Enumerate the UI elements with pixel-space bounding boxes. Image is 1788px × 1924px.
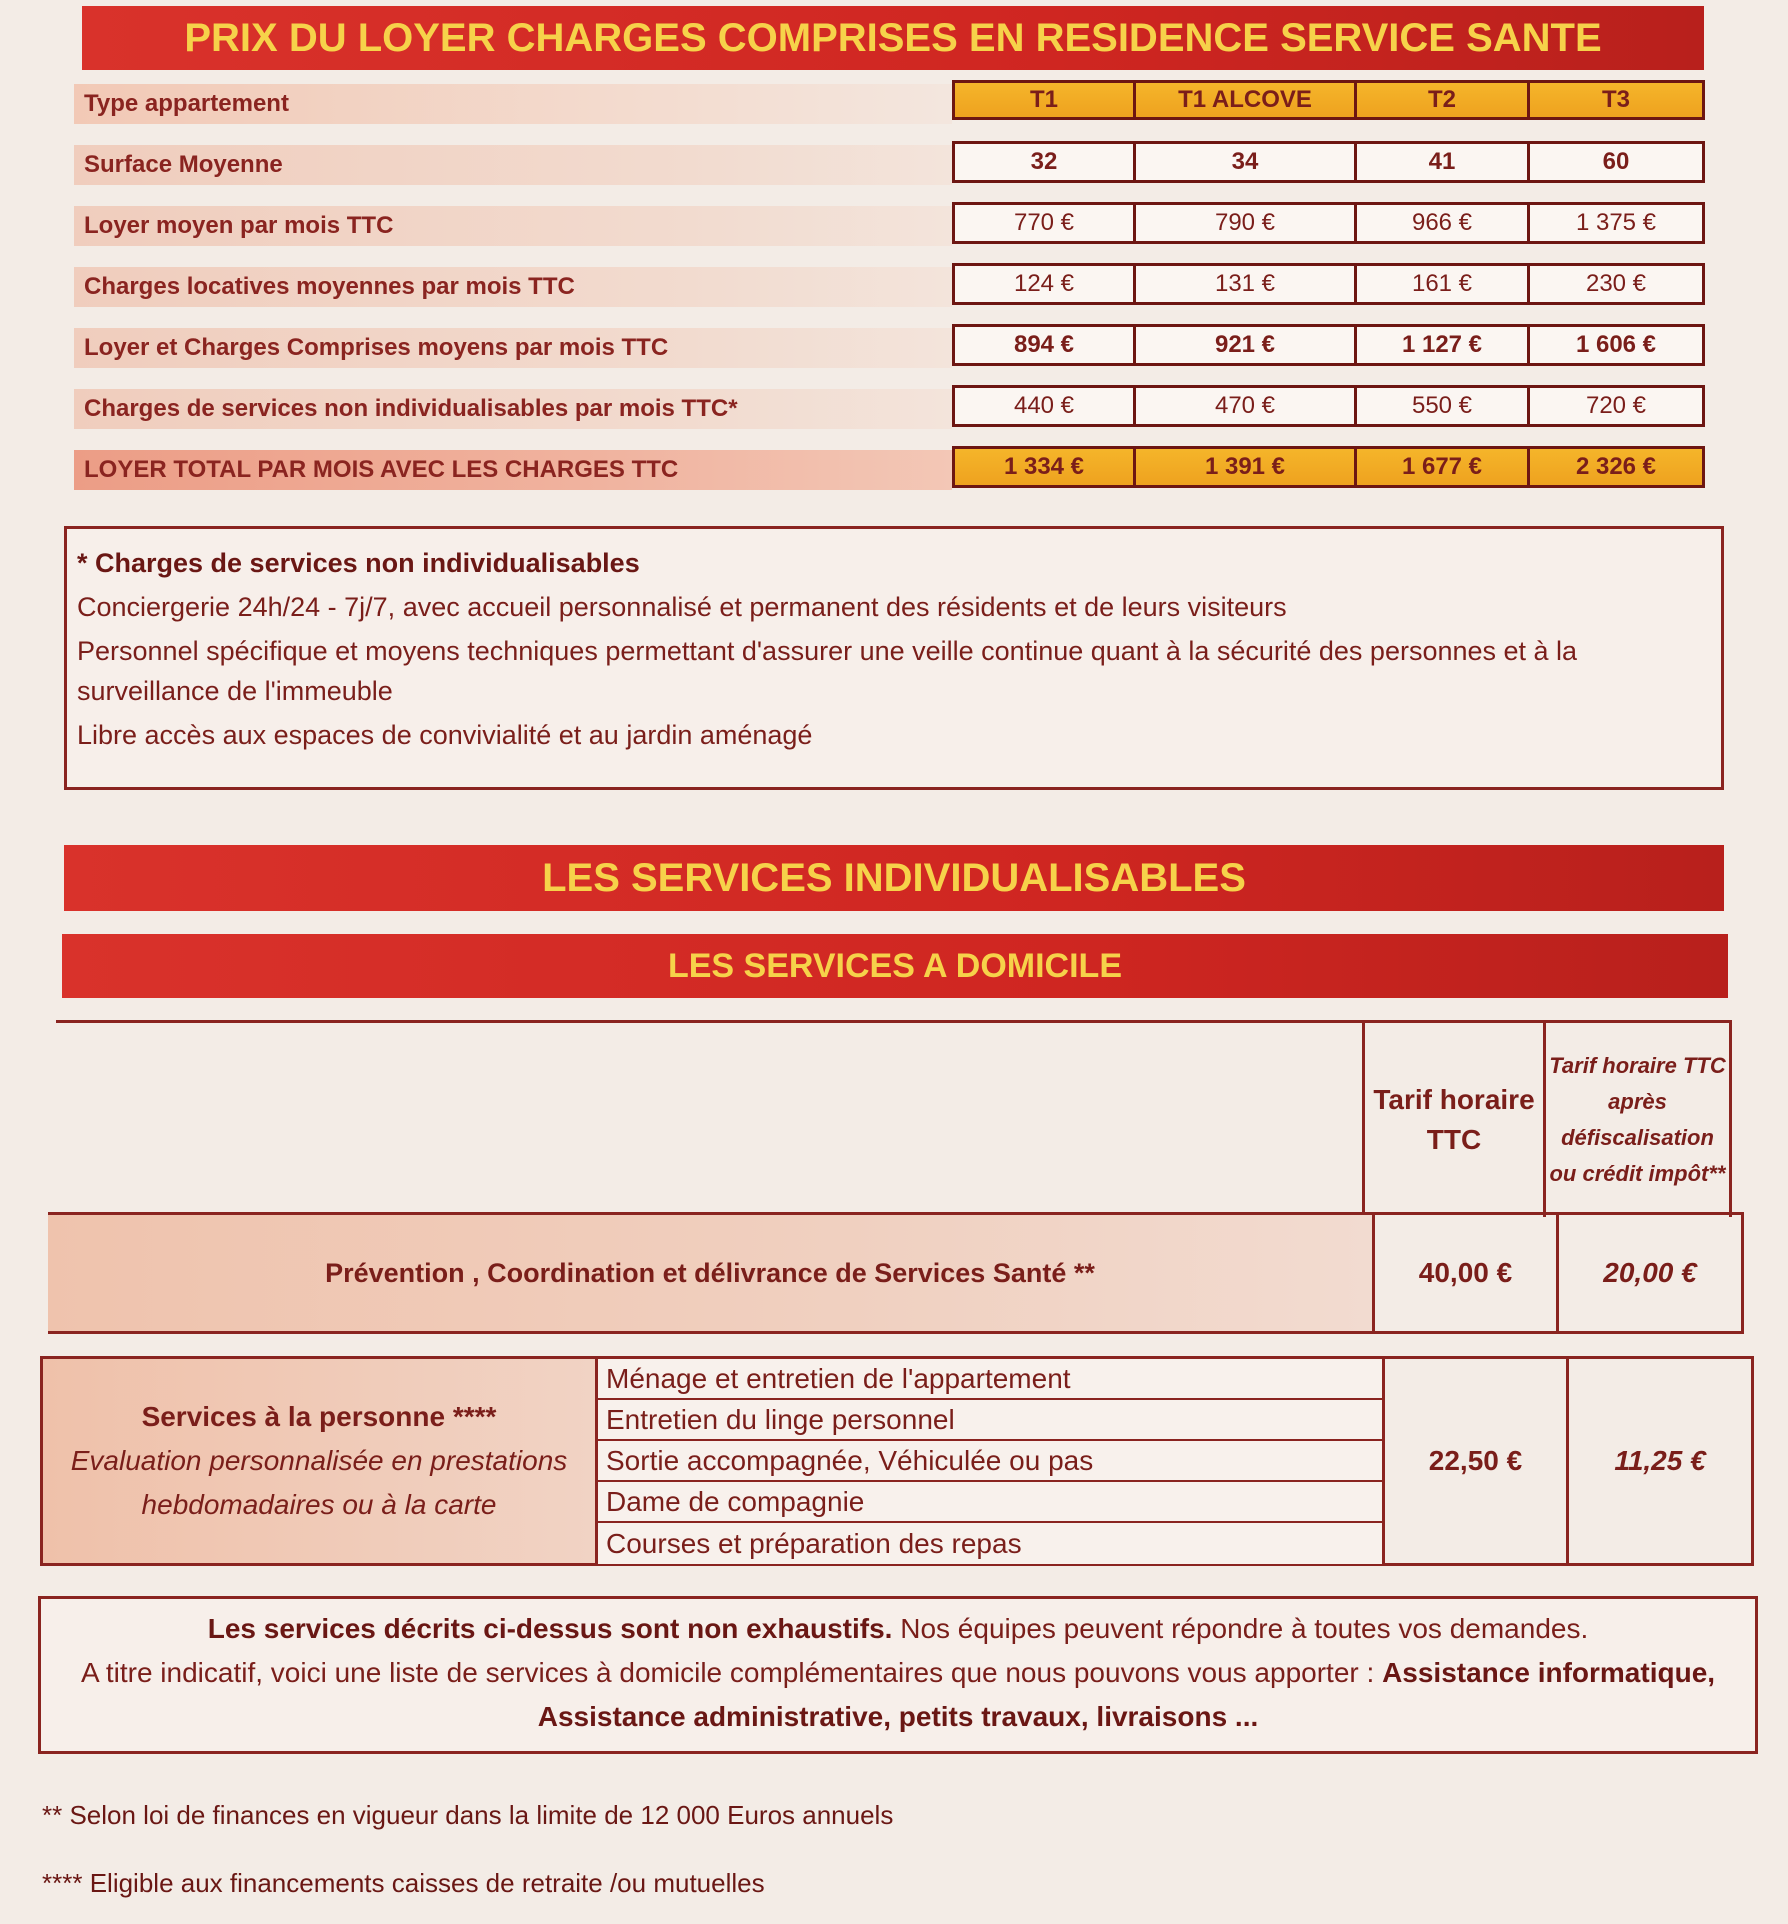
personne-label	[43, 1359, 598, 1563]
price-cell: 1 677 €	[1354, 446, 1530, 488]
info-text-2: A titre indicatif, voici une liste de services à domicile complémentaires que nous pouvons vous apporter :	[80, 1657, 1383, 1688]
price-cell: 1 127 €	[1354, 324, 1530, 366]
list-item: Entretien du linge personnel	[598, 1400, 1382, 1441]
price-cell: 131 €	[1133, 263, 1357, 305]
price-cell: 2 326 €	[1527, 446, 1705, 488]
info-line-2	[41, 1651, 1755, 1739]
price-row-label: Charges locatives moyennes par mois TTC	[74, 267, 952, 307]
price-cell: 41	[1354, 141, 1530, 183]
info-line-1	[41, 1607, 1755, 1651]
price-row-label: Loyer et Charges Comprises moyens par mois TTC	[74, 328, 952, 368]
price-cell: 966 €	[1354, 202, 1530, 244]
services-table-header	[56, 1020, 1732, 1214]
price-cell: 470 €	[1133, 385, 1357, 427]
price-cell: 34	[1133, 141, 1357, 183]
price-cell: 1 391 €	[1133, 446, 1357, 488]
prevention-label: Prévention , Coordination et délivrance de Services Santé **	[48, 1215, 1372, 1331]
list-item: Ménage et entretien de l'appartement	[598, 1359, 1382, 1400]
price-row-label: Surface Moyenne	[74, 145, 952, 185]
section-banner-domicile: LES SERVICES A DOMICILE	[62, 934, 1728, 998]
personne-service-list	[598, 1359, 1382, 1563]
prevention-defisc: 20,00 €	[1556, 1215, 1744, 1331]
header-tarif-defiscalisation: Tarif horaire TTC après défiscalisation ou crédit impôt**	[1543, 1023, 1732, 1217]
header-tarif-horaire: Tarif horaire TTC	[1362, 1023, 1546, 1217]
personne-title: Services à la personne ****	[141, 1401, 497, 1432]
price-row-total	[74, 446, 1716, 496]
services-row-prevention	[48, 1212, 1744, 1334]
footnote-finances: ** Selon loi de finances en vigueur dans la limite de 12 000 Euros annuels	[42, 1800, 894, 1830]
price-row-loyer	[74, 202, 1716, 252]
services-info-box	[38, 1596, 1758, 1754]
note-line: Conciergerie 24h/24 - 7j/7, avec accueil personnalisé et permanent des résidents et de leurs visiteurs	[77, 592, 1287, 622]
price-row-charges	[74, 263, 1716, 313]
price-row-services	[74, 385, 1716, 435]
section-banner-individualisables: LES SERVICES INDIVIDUALISABLES	[64, 845, 1724, 911]
personne-sub: hebdomadaires ou à la carte	[141, 1489, 497, 1520]
info-bold-2: Assistance informatique, Assistance administrative, petits travaux, livraisons ...	[537, 1657, 1716, 1732]
prevention-tarif: 40,00 €	[1372, 1215, 1556, 1331]
price-cell: 60	[1527, 141, 1705, 183]
list-item: Sortie accompagnée, Véhiculée ou pas	[598, 1441, 1382, 1482]
price-cell: 124 €	[952, 263, 1136, 305]
charges-note-box	[64, 526, 1724, 790]
price-cell: 440 €	[952, 385, 1136, 427]
price-cell: T1 ALCOVE	[1133, 80, 1357, 120]
note-title: * Charges de services non individualisables	[77, 548, 640, 578]
price-cell: T2	[1354, 80, 1530, 120]
personne-sub: Evaluation personnalisée en prestations	[70, 1445, 568, 1476]
price-row-loyer-charges	[74, 324, 1716, 374]
note-line: Libre accès aux espaces de convivialité et au jardin aménagé	[77, 720, 813, 750]
price-cell: T1	[952, 80, 1136, 120]
price-cell: 550 €	[1354, 385, 1530, 427]
price-row-label: LOYER TOTAL PAR MOIS AVEC LES CHARGES TTC	[74, 450, 952, 490]
list-item: Dame de compagnie	[598, 1482, 1382, 1523]
price-cell: 1 375 €	[1527, 202, 1705, 244]
personne-tarif: 22,50 €	[1382, 1359, 1566, 1563]
price-cell: 230 €	[1527, 263, 1705, 305]
footnote-financements: **** Eligible aux financements caisses de retraite /ou mutuelles	[42, 1868, 765, 1898]
personne-defisc: 11,25 €	[1566, 1359, 1751, 1563]
price-cell: 32	[952, 141, 1136, 183]
price-cell: 770 €	[952, 202, 1136, 244]
price-table	[74, 80, 1716, 507]
price-row-surface	[74, 141, 1716, 191]
price-row-type	[74, 80, 1716, 130]
price-cell: 161 €	[1354, 263, 1530, 305]
price-cell: 921 €	[1133, 324, 1357, 366]
price-cell: 894 €	[952, 324, 1136, 366]
price-cell: 720 €	[1527, 385, 1705, 427]
list-item: Courses et préparation des repas	[598, 1523, 1382, 1564]
price-cell: 1 606 €	[1527, 324, 1705, 366]
price-cell: T3	[1527, 80, 1705, 120]
price-row-label: Type appartement	[74, 84, 952, 124]
note-line: Personnel spécifique et moyens techniques permettant d'assurer une veille continue quant à la sécurité des personnes et à la surveillance de l'immeuble	[77, 636, 1578, 706]
page-title-banner: PRIX DU LOYER CHARGES COMPRISES EN RESIDENCE SERVICE SANTE	[82, 6, 1704, 70]
price-row-label: Charges de services non individualisables par mois TTC*	[74, 389, 952, 429]
price-row-label: Loyer moyen par mois TTC	[74, 206, 952, 246]
info-bold-1: Les services décrits ci-dessus sont non exhaustifs.	[207, 1613, 893, 1644]
services-row-personne	[40, 1356, 1754, 1566]
info-text-1: Nos équipes peuvent répondre à toutes vos demandes.	[892, 1613, 1589, 1644]
price-cell: 790 €	[1133, 202, 1357, 244]
price-cell: 1 334 €	[952, 446, 1136, 488]
